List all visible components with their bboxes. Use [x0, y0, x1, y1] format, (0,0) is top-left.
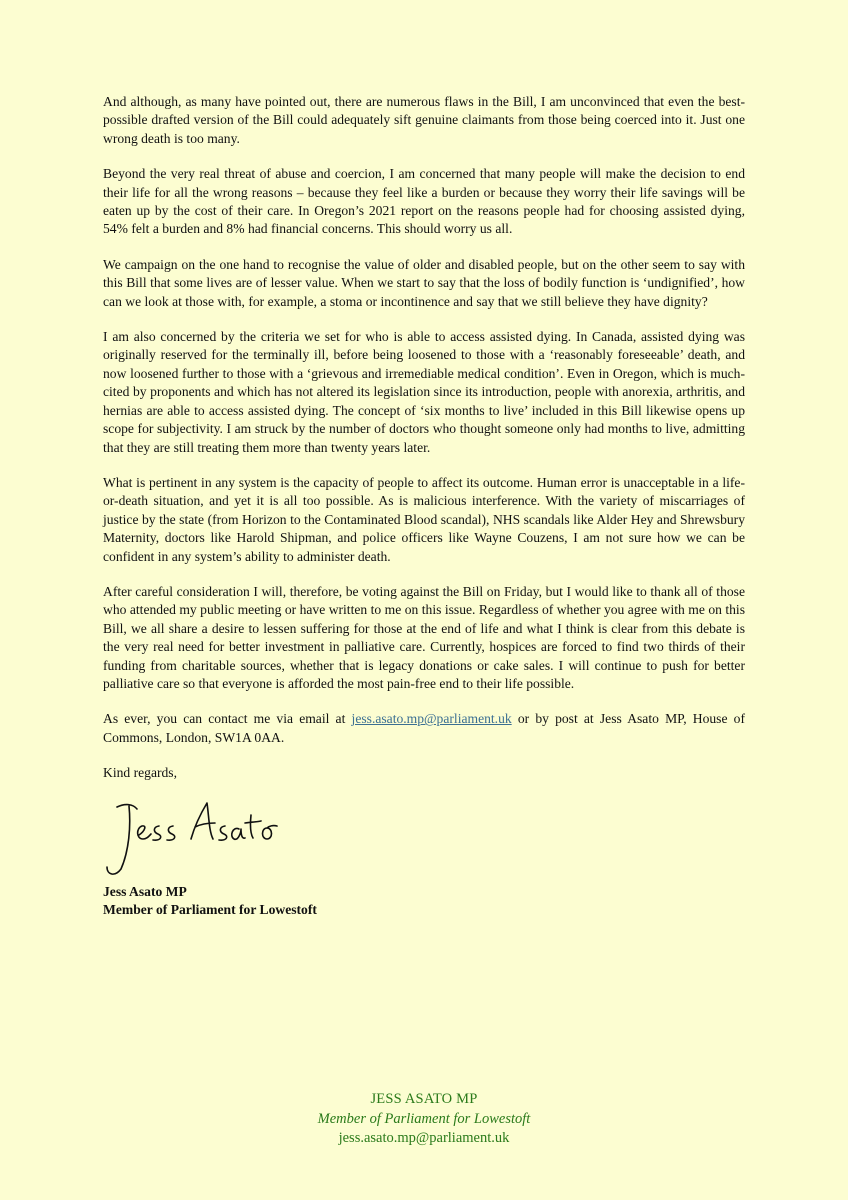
contact-after: or by post at Jess Asato MP, House of Commons, London, SW1A 0AA. [103, 711, 745, 745]
letter-body [103, 93, 745, 919]
footer-title: Member of Parliament for Lowestoft [317, 1110, 531, 1127]
paragraph-coercion: Beyond the very real threat of abuse and coercion, I am concerned that many people will make the decision to end their life for all the wrong reasons – because they feel like a burden or because they worry their life savings will be eaten up by the cost of their care. In Oregon’s 2021 report on the reasons people had for choosing assisted dying, 54% felt a burden and 8% had financial concerns. This should worry us all. [103, 166, 745, 237]
paragraph-contact [103, 710, 745, 747]
closing-line: Kind regards, [103, 765, 177, 781]
contact-before: As ever, you can contact me via email at [103, 711, 352, 727]
footer-name: JESS ASATO MP [370, 1091, 478, 1107]
paragraph-value: We campaign on the one hand to recognise the value of older and disabled people, but on the other seem to say with this Bill that some lives are of lesser value. When we start to say that the loss of bodily function is ‘undignified’, how can we look at those with, for example, a stoma or incontinence and say that we still believe they have dignity? [103, 256, 745, 309]
signer-name: Jess Asato MP [103, 883, 187, 899]
signer-title: Member of Parliament for Lowestoft [103, 902, 317, 917]
footer-email: jess.asato.mp@parliament.uk [338, 1130, 510, 1146]
letter-footer [0, 1090, 848, 1149]
paragraph-criteria: I am also concerned by the criteria we set for who is able to access assisted dying. In Canada, assisted dying was originally reserved for the terminally ill, before being loosened to those with a ‘reasonably foreseeable’ death, and now loosened further to those with a ‘grievous and irremediable medical condition’. Even in Oregon, which is much-cited by proponents and which has not altered its legislation since its introduction, people with anorexia, arthritis, and hernias are able to access assisted dying. The concept of ‘six months to live’ included in this Bill likewise opens up scope for subjectivity. I am struck by the number of doctors who thought someone only had months to live, admitting that they are still treating them more than twenty years later. [103, 329, 745, 455]
paragraph-system: What is pertinent in any system is the capacity of people to affect its outcome. Human error is unacceptable in a life-or-death situation, and yet it is all too possible. As is malicious interference. With the variety of miscarriages of justice by the state (from Horizon to the Contaminated Blood scandal), NHS scandals like Alder Hey and Shrewsbury Maternity, doctors like Harold Shipman, and police officers like Wayne Couzens, I am not sure how we can be confident in any system’s ability to administer death. [103, 474, 745, 564]
paragraph-conclusion: After careful consideration I will, therefore, be voting against the Bill on Friday, but I would like to thank all of those who attended my public meeting or have written to me on this issue. Regardless of whether you agree with me on this Bill, we all share a desire to lessen suffering for those at the end of life and what I think is clear from this debate is the very real need for better investment in palliative care. Currently, hospices are forced to find two thirds of their funding from charitable sources, whether that is legacy donations or cake sales. I will continue to push for better palliative care so that everyone is afforded the most pain-free end to their life possible. [103, 583, 745, 691]
paragraph-flaws: And although, as many have pointed out, there are numerous flaws in the Bill, I am unconvinced that even the best-possible drafted version of the Bill could adequately sift genuine claimants from those being coerced into it. Just one wrong death is too many. [103, 94, 745, 146]
email-link[interactable]: jess.asato.mp@parliament.uk [351, 711, 512, 727]
handwritten-signature [103, 791, 745, 881]
